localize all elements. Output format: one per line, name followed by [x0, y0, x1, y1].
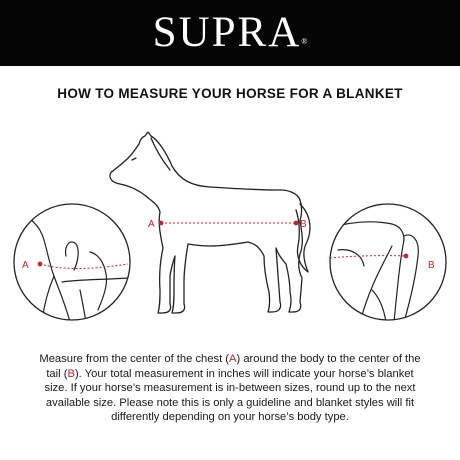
- brand-logo: [0, 7, 460, 70]
- instructions-point-b: B: [67, 367, 75, 380]
- tail-closeup: [330, 204, 446, 322]
- horse-label-a: A: [148, 219, 155, 230]
- horse-tail-point-marker: [294, 221, 299, 226]
- chest-point-marker: [38, 262, 43, 267]
- horse-eye: [132, 158, 136, 160]
- horse-label-b: B: [300, 219, 307, 230]
- chest-closeup-frame: [14, 204, 130, 320]
- instructions-part2: ) around the body to the center of the tail (: [46, 353, 421, 380]
- instructions-part3: ). Your total measurement in inches will indicate your horse’s blanket size. If your horse’s measurement is in-between sizes, round up to the next available size. Please note this is only a guideline and blanket styles will fit differently depending on your horse’s body type.: [44, 367, 416, 424]
- instructions-part1: Measure from the center of the chest (: [39, 353, 230, 365]
- registered-mark: ®: [301, 37, 308, 46]
- brand-header: [0, 0, 460, 66]
- horse-tail: [296, 204, 310, 272]
- tail-closeup-label-b: B: [428, 260, 435, 271]
- chest-closeup-label-a: A: [22, 260, 29, 271]
- horse-mane: [151, 138, 170, 170]
- tail-point-marker: [404, 254, 409, 259]
- brand-name: SUPRA: [152, 9, 302, 56]
- chest-closeup: [14, 204, 130, 322]
- horse-chest-point-marker: [159, 221, 164, 226]
- measurement-diagram: [0, 110, 460, 340]
- instructions-point-a: A: [229, 353, 237, 365]
- measurement-instructions: [38, 352, 422, 425]
- page-title: HOW TO MEASURE YOUR HORSE FOR A BLANKET: [57, 86, 403, 101]
